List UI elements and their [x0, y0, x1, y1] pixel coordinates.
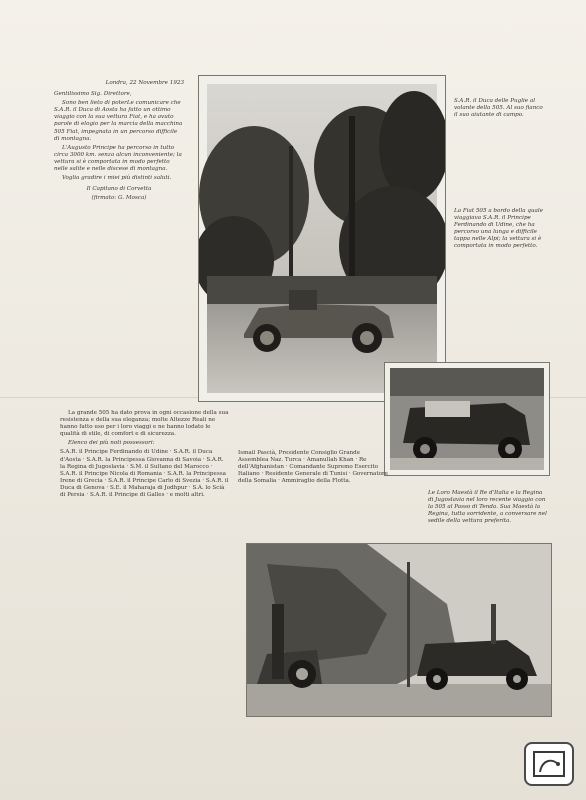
caption-royals	[428, 490, 548, 525]
caption-prince	[454, 208, 546, 250]
photo-sedan	[384, 362, 550, 476]
letter-paragraph: Voglia gradire i miei più distinti saluti.	[62, 175, 172, 182]
touring-car-image	[199, 76, 445, 401]
caption-duke	[454, 98, 546, 119]
owners-list: S.A.R. il Principe Ferdinando di Udine · S.A.R. il Duca d'Aosta · S.A.R. la Principessa Giovanna di Savoia · S.A.R. la Regina di Jugoslavia · S.M. il Sultano del Marocco · S.A.R. il Principe Nicola di Romania · S.A.R. la Principessa Irene di Grecia · S.A.R. il Principe Carlo di Svezia · S.A.R. il Duca di Genova · S.E. il Maharaja di Jodhpur · S.A. lo Scià di Persia · S.A.R. il Principe di Galles · e molti altri.	[60, 449, 229, 499]
sedan-image	[385, 363, 549, 475]
list-heading: Elenco dei più noti possessori:	[68, 440, 155, 447]
signature-line: (firmato: G. Mosca)	[91, 195, 147, 202]
letter-paragraph: Sono ben lieto di poterLe comunicare che S.A.R. il Duca di Aosta ha fatto un ottimo viaggio con la sua vettura Fiat, e ha avuto parole di elogio per la marcia della macchina 505 Fiat, impegnata in un percorso difficile di montagna.	[54, 100, 183, 142]
center-paragraph: Ismail Pascià, Presidente Consiglio Grande Assemblea Naz. Turca · Amanullah Khan · Re dell'Afghanistan · Comandante Supremo Esercito Italiano · Residente Generale di Tunisi · Governatore della Somalia · Ammiraglio della Flotta.	[238, 450, 388, 485]
list-column	[60, 410, 230, 501]
salutation: Gentilissimo Sig. Direttore,	[54, 91, 132, 98]
letter-paragraph: L'Augusto Principe ha percorso in tutto circa 3000 km. senza alcun inconveniente; la vettura si è comportata in modo perfetto nelle salite e nelle discese di montagna.	[54, 144, 182, 173]
dateline: Londra, 22 Novembre 1923	[105, 80, 184, 86]
center-column	[238, 450, 388, 487]
mountain-road-image	[247, 544, 551, 716]
watermark-icon	[526, 744, 572, 784]
list-intro: La grande 505 ha dato prova in ogni occasione della sua resistenza e della sua eleganza; molte Altezze Reali ne hanno fatto uso per i loro viaggi e ne hanno lodato le qualità di stile, di comfort e di sicurezza.	[60, 410, 229, 438]
caption-text: La Fiat 505 a bordo della quale viaggiava S.A.R. il Principe Ferdinando di Udine, che ha percorso una lunga e difficile tappa nelle Alpi; la vettura si è comportata in modo perfetto.	[454, 208, 543, 249]
caption-text: Le Loro Maestà il Re d'Italia e la Regina di Jugoslavia nel loro recente viaggio con la 505 al Passo di Tenda. Sua Maestà la Regina, tutta sorridente, a conversare nel sedile della vettura preferita.	[428, 490, 547, 524]
signature-line: Il Capitano di Corvetta	[86, 186, 152, 193]
caption-text: S.A.R. il Duca delle Puglie al volante della 505. Al suo fianco il suo aiutante di campo.	[454, 98, 543, 118]
ebay-watermark-logo	[524, 742, 574, 786]
photo-top-car	[198, 75, 446, 402]
letter-column	[54, 80, 184, 204]
photo-mountain-road	[246, 543, 552, 717]
